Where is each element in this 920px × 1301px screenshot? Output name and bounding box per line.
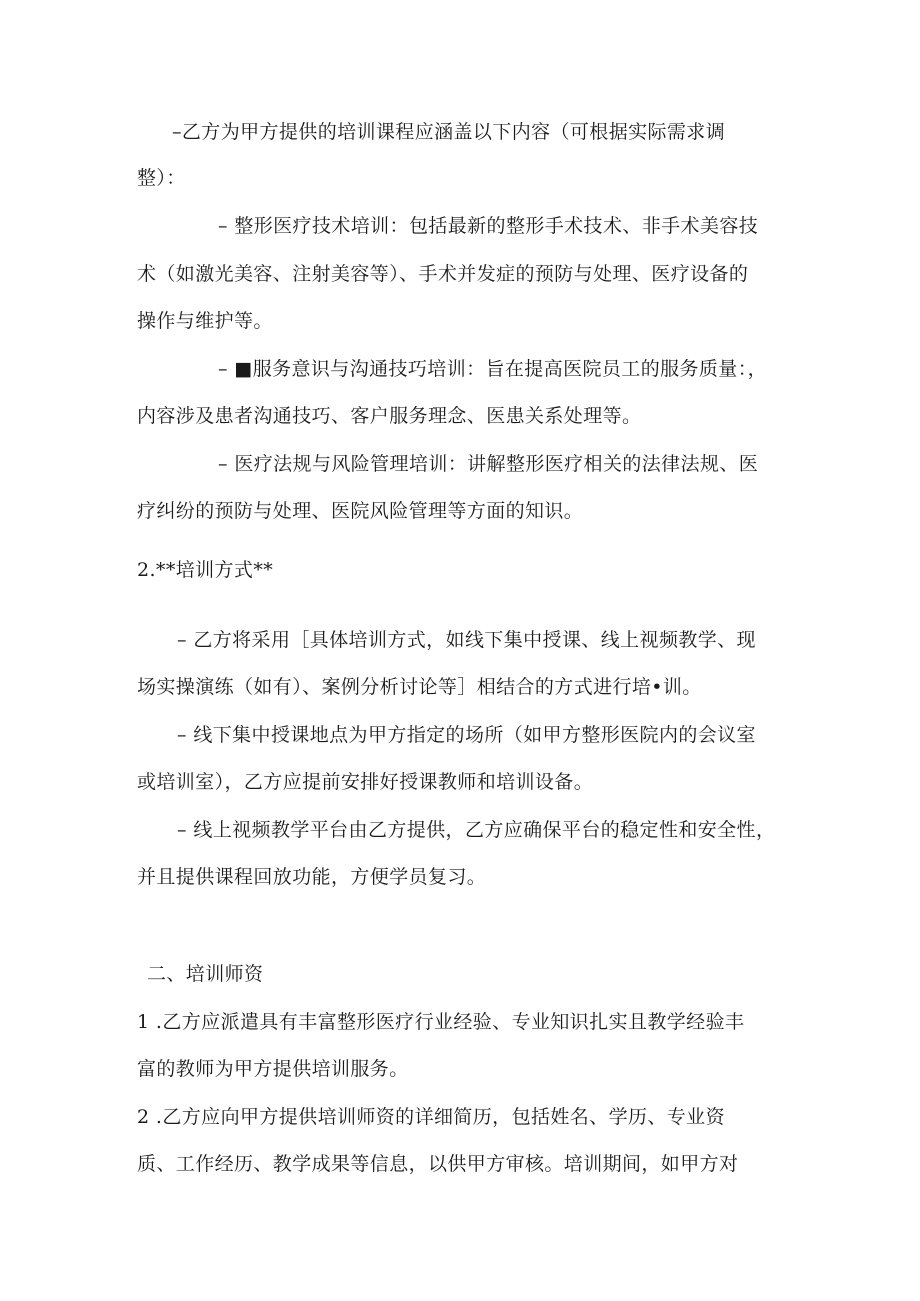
paragraph-line: – ■服务意识与沟通技巧培训：旨在提高医院员工的服务质量：，: [218, 358, 767, 380]
section-heading: 2.**培训方式**: [137, 559, 274, 581]
paragraph-line: – 乙方将采用［具体培训方式，如线下集中授课、线上视频教学、现: [177, 629, 756, 651]
paragraph-line: 富的教师为甲方提供培训服务。: [137, 1058, 409, 1080]
paragraph-line: –乙方为甲方提供的培训课程应涵盖以下内容（可根据实际需求调: [172, 121, 726, 143]
paragraph-line: 或培训室），乙方应提前安排好授课教师和培训设备。: [137, 771, 594, 793]
paragraph-line: 场实操演练（如有）、案例分析讨论等］相结合的方式进行培•训。: [137, 676, 702, 698]
paragraph-line: 质、工作经历、教学成果等信息，以供甲方审核。培训期间，如甲方对: [137, 1153, 739, 1175]
paragraph-line: 术（如激光美容、注射美容等）、手术并发症的预防与处理、医疗设备的: [137, 263, 749, 285]
paragraph-line: 2 .乙方应向甲方提供培训师资的详细简历，包括姓名、学历、专业资: [137, 1106, 725, 1128]
paragraph-line: 内容涉及患者沟通技巧、客户服务理念、医患关系处理等。: [137, 405, 642, 427]
paragraph-line: – 线上视频教学平台由乙方提供，乙方应确保平台的稳定性和安全性，: [177, 819, 776, 841]
paragraph-line: – 整形医疗技术培训：包括最新的整形手术技术、非手术美容技: [218, 215, 759, 237]
paragraph-line: 并且提供课程回放功能，方便学员复习。: [137, 866, 487, 888]
paragraph-line: – 医疗法规与风险管理培训：讲解整形医疗相关的法律法规、医: [218, 453, 759, 475]
paragraph-line: – 线下集中授课地点为甲方指定的场所（如甲方整形医院内的会议室: [177, 724, 756, 746]
paragraph-line: 疗纠纷的预防与处理、医院风险管理等方面的知识。: [137, 500, 584, 522]
paragraph-line: 1 .乙方应派遣具有丰富整形医疗行业经验、专业知识扎实且教学经验丰: [137, 1011, 745, 1033]
paragraph-line: 操作与维护等。: [137, 310, 273, 332]
paragraph-line: 整）：: [137, 167, 186, 189]
section-heading: 二、培训师资: [147, 963, 264, 985]
